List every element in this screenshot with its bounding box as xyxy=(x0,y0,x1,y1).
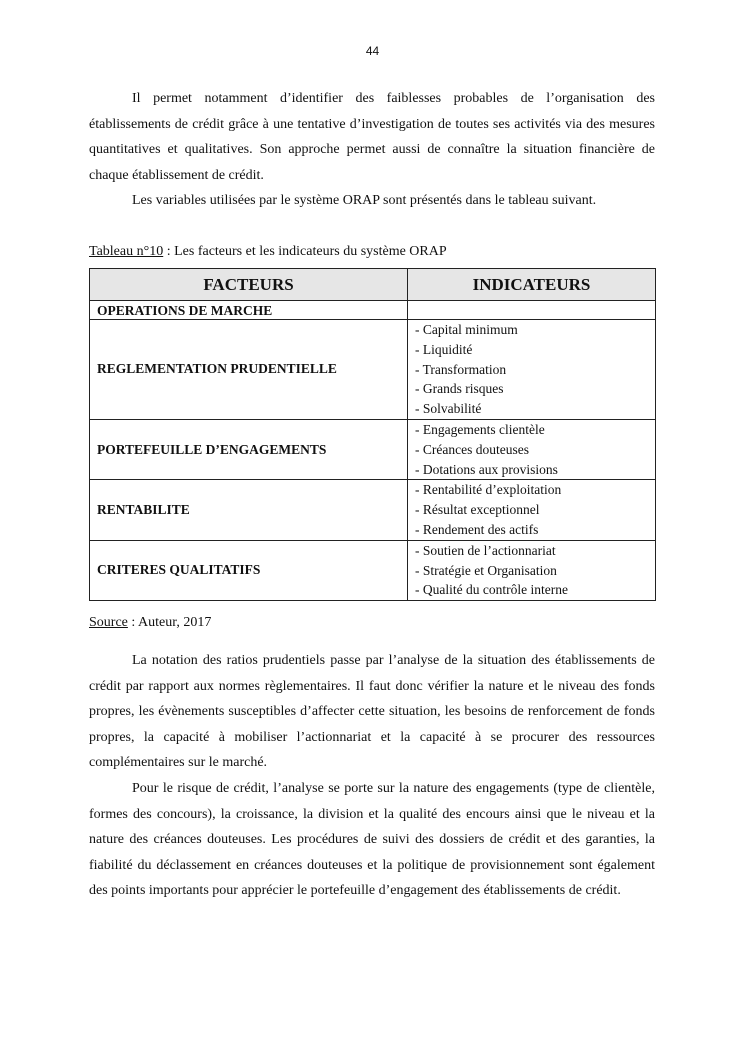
indicators-cell xyxy=(408,419,656,479)
indicators-cell xyxy=(408,480,656,540)
indicators-cell xyxy=(408,320,656,420)
paragraph-table-intro: Les variables utilisées par le système ORAP sont présentés dans le tableau suivant. xyxy=(132,193,597,208)
table-caption-label: Tableau n°10 xyxy=(89,244,164,259)
factor-cell: PORTEFEUILLE D’ENGAGEMENTS xyxy=(90,419,408,479)
indicator-item: - Grands risques xyxy=(415,381,504,397)
indicator-item: - Capital minimum xyxy=(415,322,518,337)
source-text: : Auteur, 2017 xyxy=(127,615,212,630)
factor-cell: REGLEMENTATION PRUDENTIELLE xyxy=(90,320,408,420)
table-source xyxy=(89,614,211,632)
indicator-item: - Rendement des actifs xyxy=(415,521,539,537)
table-header-row xyxy=(90,269,656,301)
header-indicateurs: INDICATEURS xyxy=(408,269,656,301)
header-facteurs: FACTEURS xyxy=(90,269,408,301)
indicator-item: - Dotations aux provisions xyxy=(415,461,558,477)
indicator-item: - Créances douteuses xyxy=(415,441,529,457)
table-caption-text: : Les facteurs et les indicateurs du système ORAP xyxy=(163,244,447,259)
table-row xyxy=(90,320,656,420)
table-row xyxy=(90,480,656,540)
paragraph-intro: Il permet notamment d’identifier des faiblesses probables de l’organisation des établissements de crédit grâce à une tentative d’investigation de toutes ses activités via des mesures quantitatives et qualitatives. Son approche permet aussi de connaître la situation financière de chaque établissement de crédit. xyxy=(89,91,655,183)
table-row xyxy=(90,301,656,320)
paragraph-prudential-ratios: La notation des ratios prudentiels passe par l’analyse de la situation des établissements de crédit par rapport aux normes règlementaires. Il faut donc vérifier la nature et le niveau des fonds propres, les évènements susceptibles d’affecter cette situation, les besoins de renforcement de fonds propres, la capacité à mobiliser l’actionnariat et la capacité à se procurer des ressources complémentaires sur le marché. xyxy=(89,653,655,771)
indicator-item: - Solvabilité xyxy=(415,401,482,417)
indicators-cell xyxy=(408,301,656,320)
factor-cell: OPERATIONS DE MARCHE xyxy=(90,301,408,320)
indicator-item: - Engagements clientèle xyxy=(415,421,545,437)
indicator-item: - Stratégie et Organisation xyxy=(415,562,557,578)
indicator-item: - Liquidité xyxy=(415,341,473,357)
paragraph-credit-risk: Pour le risque de crédit, l’analyse se porte sur la nature des engagements (type de clientèle, formes des concours), la croissance, la division et la qualité des encours ainsi que le niveau et la nature des créances douteuses. Les procédures de suivi des dossiers de crédit et des garanties, la fiabilité du déclassement en créances douteuses et la politique de provisionnement sont également des points importants pour apprécier le portefeuille d’engagement des établissements de crédit. xyxy=(89,781,655,899)
page-number: 44 xyxy=(365,44,380,58)
table-caption xyxy=(89,243,447,261)
factor-cell: CRITERES QUALITATIFS xyxy=(90,540,408,600)
indicator-item: - Transformation xyxy=(415,361,507,377)
indicator-item: - Résultat exceptionnel xyxy=(415,502,540,518)
indicator-item: - Soutien de l’actionnariat xyxy=(415,542,556,558)
table-row xyxy=(90,540,656,600)
indicator-item: - Rentabilité d’exploitation xyxy=(415,482,562,498)
factor-cell: RENTABILITE xyxy=(90,480,408,540)
source-label: Source xyxy=(89,615,128,630)
table-row xyxy=(90,419,656,479)
orap-table xyxy=(89,268,656,601)
indicators-cell xyxy=(408,540,656,600)
indicator-item: - Qualité du contrôle interne xyxy=(415,582,568,598)
